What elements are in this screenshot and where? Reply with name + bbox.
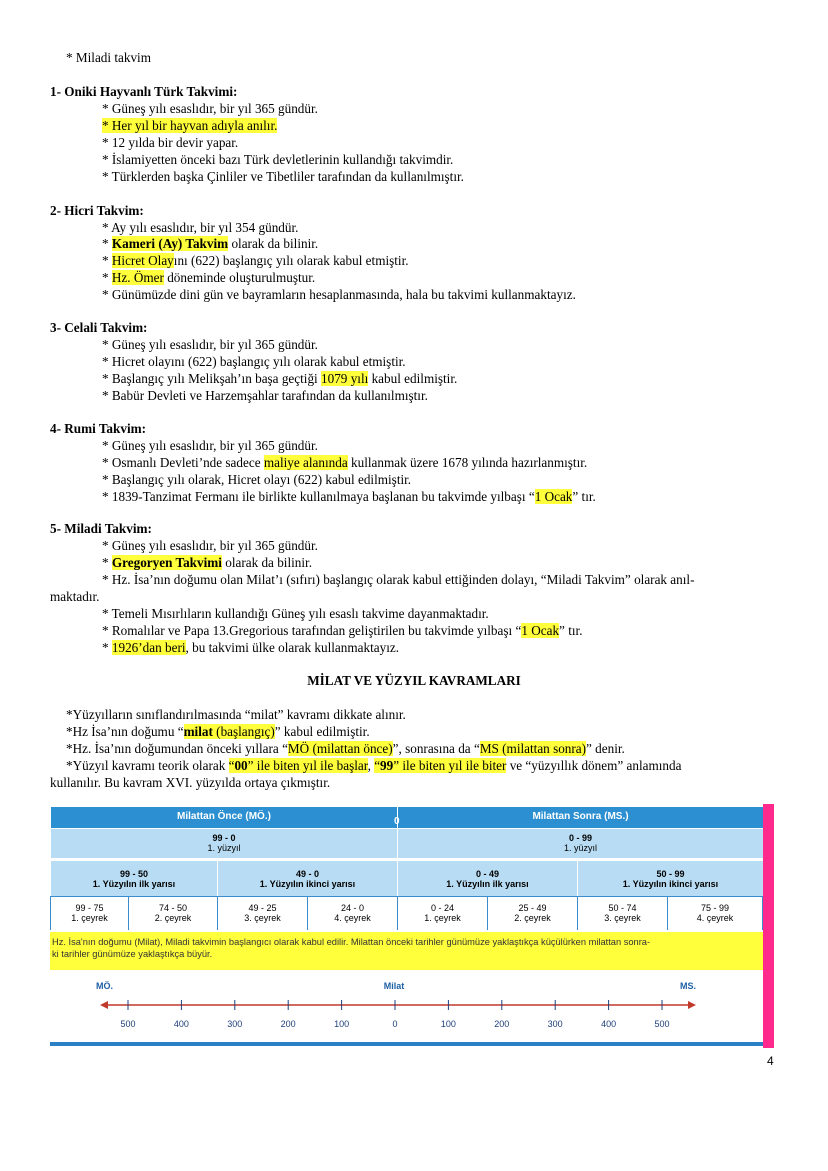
- section-4-item: * Osmanlı Devleti’nde sadece maliye alanında kullanmak üzere 1678 yılında hazırlanmıştır.: [102, 455, 588, 470]
- half-label: 1. Yüzyılın ilk yarısı: [92, 879, 176, 889]
- quarter-cell: [128, 896, 217, 930]
- quarter-range: 75 - 99: [700, 903, 730, 913]
- timeline-left-arrow: [100, 1001, 108, 1009]
- half-range: 49 - 0: [295, 869, 319, 879]
- quarter-label: 2. çeyrek: [514, 913, 551, 923]
- timeline-tick-label: 300: [227, 1019, 243, 1029]
- section-5-item: * Romalılar ve Papa 13.Gregorious tarafından geliştirilen bu takvimde yılbaşı “1 Ocak” tır.: [102, 623, 583, 638]
- concept-line: *Yüzyıl kavramı teorik olarak “00” ile biten yıl ile başlar, “99” ile biten yıl ile biter ve “yüzyıllık dönem” anlamında: [66, 758, 682, 773]
- section-3-item: * Hicret olayını (622) başlangıç yılı olarak kabul etmiştir.: [102, 354, 406, 369]
- quarter-label: 4. çeyrek: [334, 913, 371, 923]
- timeline-center-label: Milat: [383, 981, 405, 991]
- quarter-cell: [397, 896, 487, 930]
- quarter-cell: [307, 896, 397, 930]
- concept-line: *Hz İsa’nın doğumu “milat (başlangıç)” kabul edilmiştir.: [66, 724, 370, 739]
- section-4-heading: 4- Rumi Takvim:: [50, 421, 146, 436]
- quarter-label: 3. çeyrek: [244, 913, 281, 923]
- section-5-item: * Gregoryen Takvimi olarak da bilinir.: [102, 555, 313, 570]
- quarter-label: 3. çeyrek: [604, 913, 641, 923]
- section-4-item: * Güneş yılı esaslıdır, bir yıl 365 gündür.: [102, 438, 318, 453]
- quarter-cell: [577, 896, 667, 930]
- half-range: 99 - 50: [119, 869, 149, 879]
- quarter-label: 1. çeyrek: [424, 913, 461, 923]
- section-5-item: * 1926’dan beri, bu takvimi ülke olarak kullanmaktayız.: [102, 640, 400, 655]
- quarter-range: 24 - 0: [340, 903, 364, 913]
- section-4-item: * 1839-Tanzimat Fermanı ile birlikte kullanılmaya başlanan bu takvimde yılbaşı “1 Ocak” tır.: [102, 489, 596, 504]
- timeline-tick-label: 400: [173, 1019, 189, 1029]
- section-2-item: * Hz. Ömer döneminde oluşturulmuştur.: [102, 270, 316, 285]
- half-range: 0 - 49: [475, 869, 499, 879]
- quarter-cell: [50, 896, 128, 930]
- pink-edge-bar: [763, 804, 774, 1048]
- century-cell: [397, 828, 763, 858]
- section-5-heading: 5- Miladi Takvim:: [50, 521, 152, 536]
- section-1-item: * Türklerden başka Çinliler ve Tibetliler tarafından da kullanılmıştır.: [102, 169, 464, 184]
- timeline-tick-label: 200: [280, 1019, 296, 1029]
- ms-header: Milattan Sonra (MS.): [397, 806, 763, 828]
- top-line: * Miladi takvim: [66, 50, 151, 65]
- quarter-range: 0 - 24: [430, 903, 454, 913]
- century-range: 99 - 0: [212, 833, 236, 843]
- half-range: 50 - 99: [656, 869, 685, 879]
- timeline-left-label: MÖ.: [96, 981, 113, 991]
- section-1-item: [102, 118, 277, 134]
- half-label: 1. Yüzyılın ilk yarısı: [446, 879, 529, 889]
- quarter-label: 1. çeyrek: [71, 913, 108, 923]
- quarter-label: 4. çeyrek: [696, 913, 734, 923]
- timeline-tick-label: 500: [654, 1019, 670, 1029]
- note-line: Hz. İsa'nın doğumu (Milat), Miladi takvimin başlangıcı olarak kabul edilir. Milattan önceki tarihler günümüze yaklaştıkça küçülürken milattan sonra-: [52, 937, 651, 947]
- section-4-item: * Başlangıç yılı olarak, Hicret olayı (622) kabul edilmiştir.: [102, 472, 412, 487]
- milat-note: [50, 932, 763, 970]
- section-5-item: * Hz. İsa’nın doğumu olan Milat’ı (sıfırı) başlangıç olarak kabul ettiğinden dolayı, “Miladi Takvim” olarak anıl-: [102, 572, 695, 587]
- quarter-label: 2. çeyrek: [154, 913, 192, 923]
- timeline-axis: [50, 976, 763, 1036]
- century-figure: [50, 806, 763, 1048]
- section-2-heading: 2- Hicri Takvim:: [50, 203, 144, 218]
- century-cell: [50, 828, 397, 858]
- quarter-cell: [487, 896, 577, 930]
- half-label: 1. Yüzyılın ikinci yarısı: [622, 879, 719, 889]
- section-2-item: * Ay yılı esaslıdır, bir yıl 354 gündür.: [102, 220, 299, 235]
- half-label: 1. Yüzyılın ikinci yarısı: [259, 879, 356, 889]
- zero-label: 0: [394, 816, 400, 827]
- century-label: 1. yüzyıl: [207, 843, 241, 853]
- section-3-item: * Babür Devleti ve Harzemşahlar tarafından da kullanılmıştır.: [102, 388, 428, 403]
- section-5-item-continuation: maktadır.: [50, 589, 100, 604]
- timeline-tick-label: 400: [601, 1019, 617, 1029]
- half-cell: [217, 860, 397, 896]
- quarter-range: 25 - 49: [518, 903, 547, 913]
- concept-line: *Hz. İsa’nın doğumundan önceki yıllara “MÖ (milattan önce)”, sonrasına da “MS (milattan sonra)” denir.: [66, 741, 625, 756]
- concepts-title: MİLAT VE YÜZYIL KAVRAMLARI: [307, 673, 521, 688]
- timeline-tick-label: 300: [547, 1019, 563, 1029]
- section-3-heading: 3- Celali Takvim:: [50, 320, 148, 335]
- timeline-tick-label: 500: [120, 1019, 136, 1029]
- timeline-right-arrow: [688, 1001, 696, 1009]
- figure-bottom-rule: [50, 1042, 763, 1046]
- note-line: ki tarihler günümüze yaklaştıkça büyür.: [52, 949, 213, 959]
- section-2-item: * Hicret Olayını (622) başlangıç yılı olarak kabul etmiştir.: [102, 253, 409, 268]
- half-cell: [50, 860, 217, 896]
- section-2-item: * Günümüzde dini gün ve bayramların hesaplanmasında, hala bu takvimi kullanmaktayız.: [102, 287, 576, 302]
- quarter-range: 50 - 74: [608, 903, 637, 913]
- half-cell: [397, 860, 577, 896]
- half-cell: [577, 860, 763, 896]
- century-range: 0 - 99: [568, 833, 592, 843]
- section-5-item: * Temeli Mısırlıların kullandığı Güneş yılı esaslı takvime dayanmaktadır.: [102, 606, 489, 621]
- timeline-right-label: MS.: [680, 981, 697, 991]
- highlighted-text: * Her yıl bir hayvan adıyla anılır.: [102, 118, 278, 133]
- timeline-tick-label: 200: [494, 1019, 510, 1029]
- quarter-cell: [667, 896, 763, 930]
- section-1-heading: 1- Oniki Hayvanlı Türk Takvimi:: [50, 84, 238, 99]
- section-3-item: * Güneş yılı esaslıdır, bir yıl 365 gündür.: [102, 337, 318, 352]
- mo-header: Milattan Önce (MÖ.): [50, 806, 397, 828]
- timeline-tick-label: 0: [392, 1019, 398, 1029]
- century-label: 1. yüzyıl: [563, 843, 597, 853]
- quarter-range: 99 - 75: [75, 903, 104, 913]
- concept-line: kullanılır. Bu kavram XVI. yüzyılda ortaya çıkmıştır.: [50, 775, 331, 790]
- timeline-tick-label: 100: [334, 1019, 350, 1029]
- quarter-range: 49 - 25: [248, 903, 277, 913]
- timeline-tick-label: 100: [440, 1019, 456, 1029]
- section-1-item: * 12 yılda bir devir yapar.: [102, 135, 239, 150]
- section-1-item: * Güneş yılı esaslıdır, bir yıl 365 gündür.: [102, 101, 318, 116]
- section-5-item: * Güneş yılı esaslıdır, bir yıl 365 gündür.: [102, 538, 318, 553]
- section-1-item: * İslamiyetten önceki bazı Türk devletlerinin kullandığı takvimdir.: [102, 152, 454, 167]
- section-3-item: * Başlangıç yılı Melikşah’ın başa geçtiği 1079 yılı kabul edilmiştir.: [102, 371, 458, 386]
- quarter-range: 74 - 50: [158, 903, 188, 913]
- section-2-item: * Kameri (Ay) Takvim olarak da bilinir.: [102, 236, 319, 251]
- page-number: 4: [767, 1054, 774, 1068]
- quarter-cell: [217, 896, 307, 930]
- concept-line: *Yüzyılların sınıflandırılmasında “milat” kavramı dikkate alınır.: [66, 707, 406, 722]
